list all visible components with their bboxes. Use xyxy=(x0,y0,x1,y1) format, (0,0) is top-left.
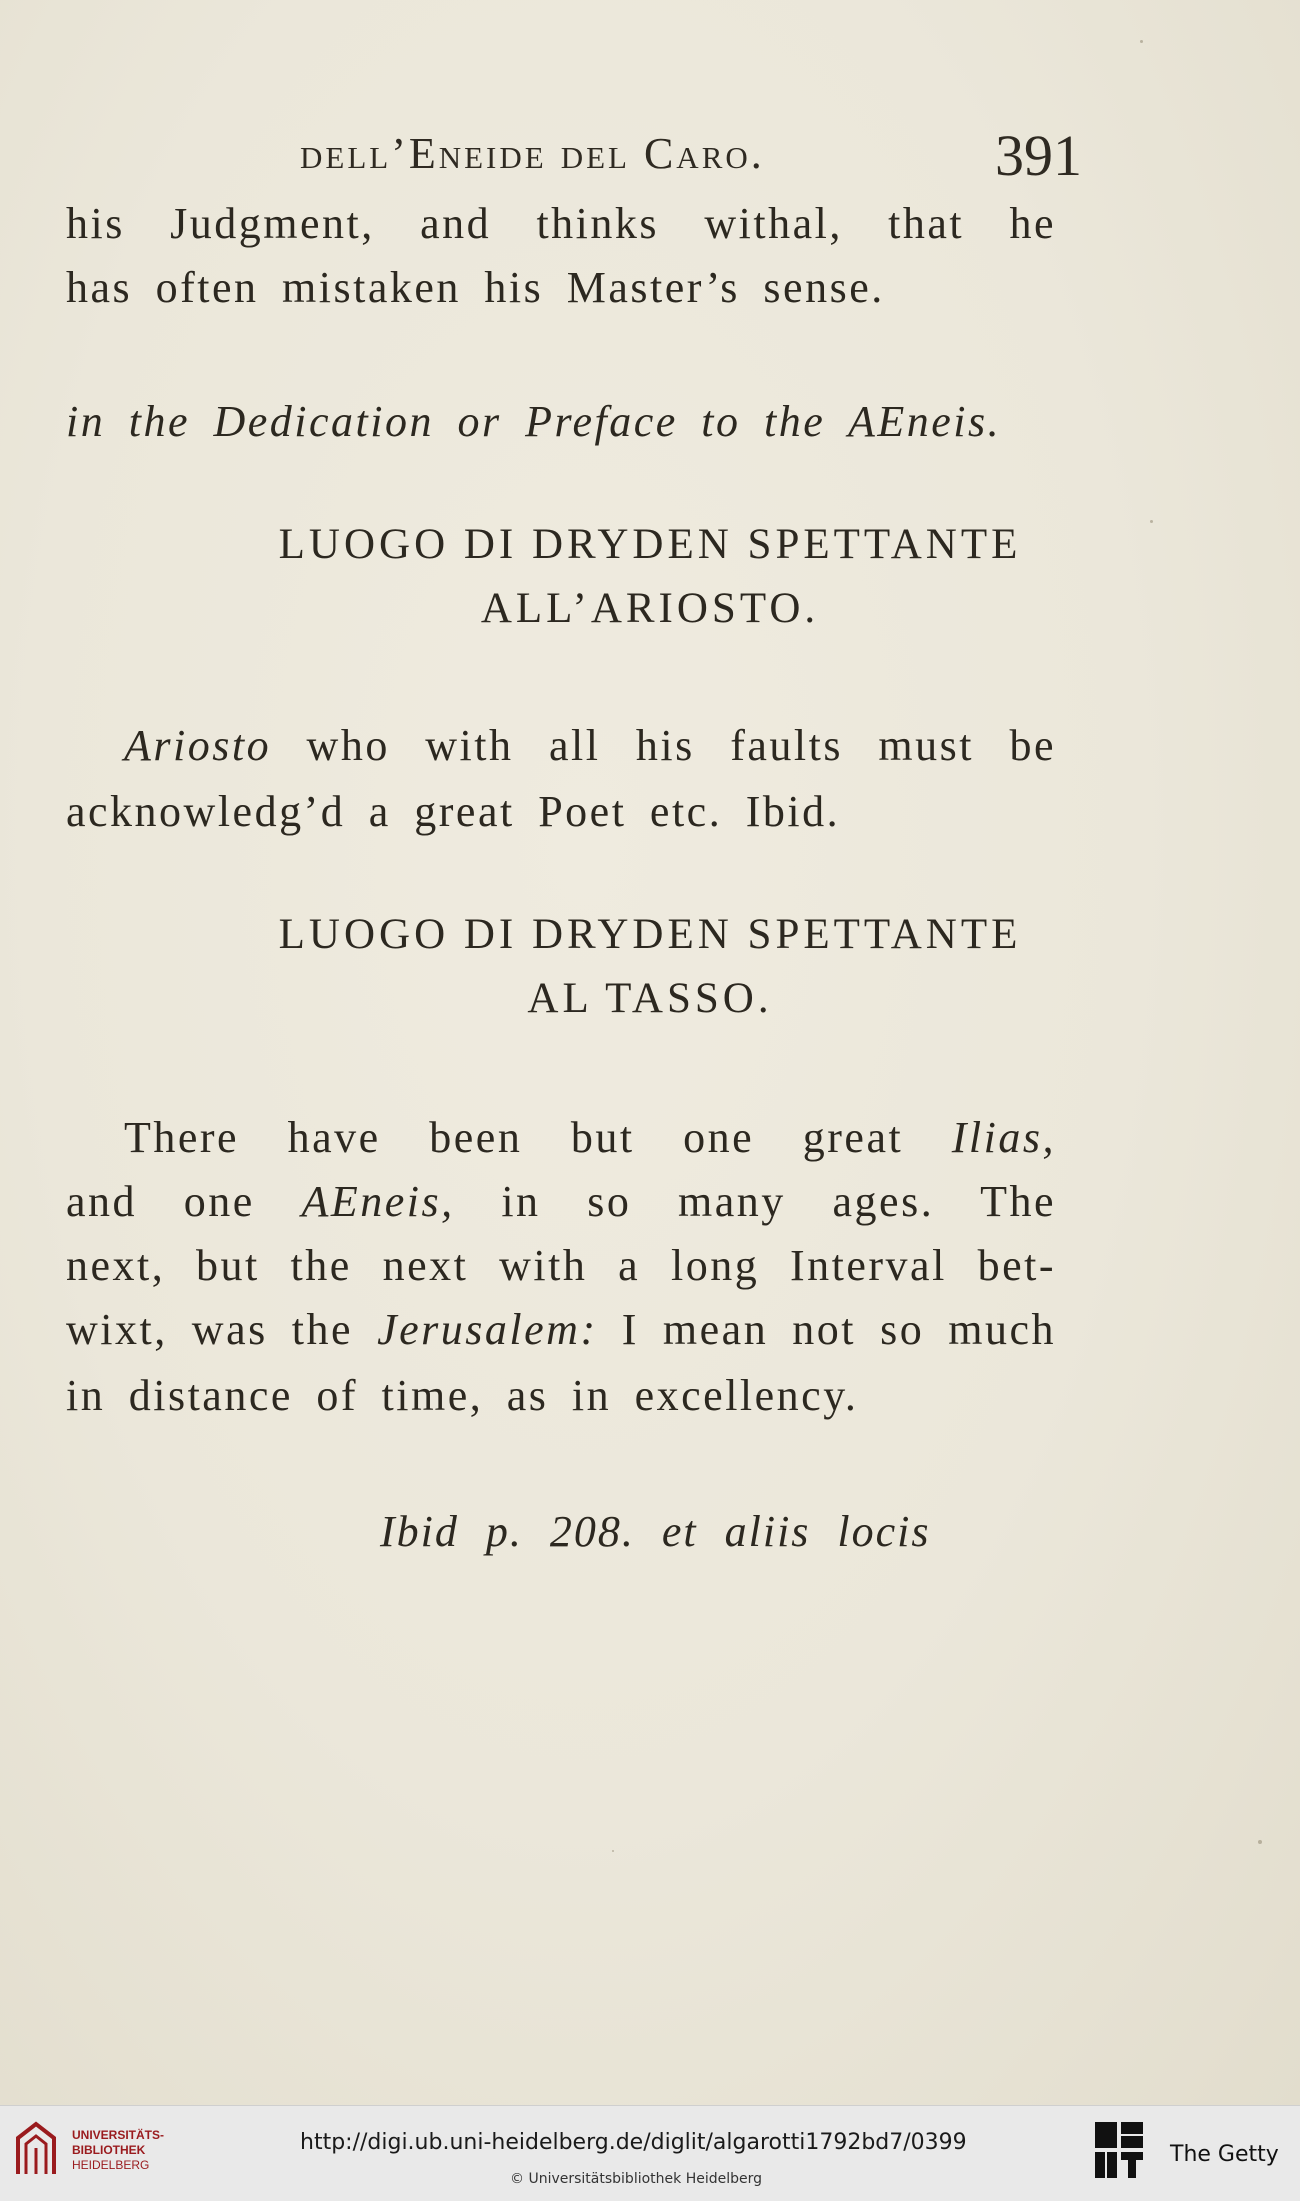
text-span: I mean not so much xyxy=(621,1305,1057,1354)
section-heading: LUOGO DI DRYDEN SPETTANTE xyxy=(278,911,1022,958)
text-line: in distance of time, as in excellency. xyxy=(66,1371,859,1420)
running-title: dell’Eneide del Caro. xyxy=(300,129,765,178)
text-line: has often mistaken his Master’s sense. xyxy=(66,263,885,312)
university-library-logo-icon xyxy=(14,2120,58,2178)
paper-speck xyxy=(612,1850,614,1852)
title-aeneis: AEneis, xyxy=(301,1177,455,1226)
name-ariosto: Ariosto xyxy=(124,721,272,770)
text-line: his Judgment, and thinks withal, that he xyxy=(66,199,1056,248)
paper-speck xyxy=(1258,1840,1262,1844)
university-library-name xyxy=(72,2128,164,2173)
section-heading: ALL’ARIOSTO. xyxy=(480,585,820,632)
text-line xyxy=(66,1176,1056,1227)
paper-speck xyxy=(1140,40,1143,43)
section-heading: LUOGO DI DRYDEN SPETTANTE xyxy=(278,521,1022,568)
copyright-notice: © Universitätsbibliothek Heidelberg xyxy=(510,2171,763,2187)
page-number: 391 xyxy=(995,123,1082,188)
library-line: HEIDELBERG xyxy=(72,2158,150,2172)
text-span: wixt, was the xyxy=(66,1305,354,1354)
title-jerusalem: Jerusalem: xyxy=(377,1305,598,1354)
library-line: BIBLIOTHEK xyxy=(72,2143,146,2157)
text-span: and one xyxy=(66,1177,255,1226)
getty-logo-icon xyxy=(1093,2120,1145,2180)
text-line: next, but the next with a long Interval bet- xyxy=(66,1241,1056,1290)
permalink-url[interactable]: http://digi.ub.uni-heidelberg.de/diglit/algarotti1792bd7/0399 xyxy=(300,2130,967,2155)
text-line xyxy=(124,1112,1056,1163)
title-ilias: Ilias, xyxy=(951,1113,1056,1162)
source-reference: in the Dedication or Preface to the AEneis. xyxy=(66,397,1002,446)
library-line: UNIVERSITÄTS- xyxy=(72,2128,165,2142)
text-span: in so many ages. The xyxy=(501,1177,1057,1226)
running-head xyxy=(0,123,1300,188)
viewer-footer xyxy=(0,2105,1300,2201)
getty-name: The Getty xyxy=(1170,2142,1279,2167)
text-line: acknowledg’d a great Poet etc. Ibid. xyxy=(66,787,841,836)
text-span: who with all his faults must be xyxy=(306,721,1057,770)
text-line xyxy=(124,720,1056,771)
citation: Ibid p. 208. et aliis locis xyxy=(380,1507,931,1556)
section-heading: AL TASSO. xyxy=(527,975,773,1022)
text-span: There have been but one great xyxy=(124,1113,904,1162)
text-line xyxy=(66,1304,1056,1355)
